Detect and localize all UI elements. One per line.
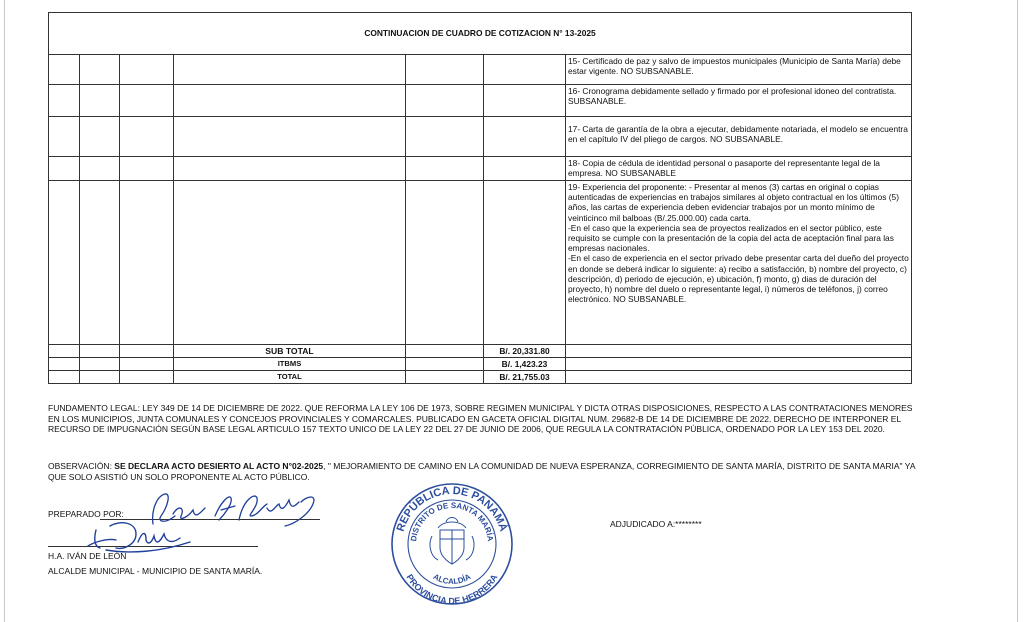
seal-bottom-outer-text: PROVINCIA DE HERRERA xyxy=(404,572,500,607)
observation-bold: SE DECLARA ACTO DESIERTO AL ACTO N°02-2025 xyxy=(114,461,324,471)
quotation-table xyxy=(48,12,912,384)
coat-of-arms-icon xyxy=(430,518,474,565)
table-row xyxy=(49,117,912,157)
page-edge-left xyxy=(4,0,5,622)
table-row xyxy=(49,55,912,85)
total-value: B/. 21,755.03 xyxy=(484,371,566,384)
page-edge-right xyxy=(1017,0,1018,622)
awarded-to-text: ADJUDICADO A:******** xyxy=(610,519,702,529)
requirement-18: 18- Copia de cédula de identidad personal o pasaporte del representante legal de la empresa. NO SUBSANABLE xyxy=(566,157,912,181)
legal-basis-text: FUNDAMENTO LEGAL: LEY 349 DE 14 DE DICIEMBRE DE 2022. QUE REFORMA LA LEY 106 DE 1973, SOBRE REGIMEN MUNICIPAL Y DICTA OTRAS DISPOSICIONES, RESPECTO A LAS CONTRATACIONES MENORES EN LOS MUNICIPIOS, JUNTA COMUNALES Y CONCEJOS PROVINCIALES Y COMARCALES. PUBLICADO EN GACETA OFICIAL DIGITAL NUM. 29682-B DE 14 DE DICIEMBRE DE 2022. DERECHO DE INTERPONER EL RECURSO DE IMPUGNACIÓN SEGÚN BASE LEGAL ARTICULO 157 TEXTO UNICO DE LA LEY 22 DEL 27 DE JUNIO DE 2006, QUE REGULA LA CONTRATACIÓN PÚBLICA, ORDENADO POR LA LEY 153 DEL 2020. xyxy=(48,403,913,435)
table-row xyxy=(49,85,912,117)
observation-rest: , " MEJORAMIENTO DE CAMINO EN LA COMUNIDAD DE NUEVA ESPERANZA, CORREGIMIENTO DE SANTA MARÍA, DISTRITO DE SANTA MARIA" YA QUE SOLO ASISTIÓ UN SOLO PROPONENTE AL ACTO PÚBLICO. xyxy=(48,461,916,482)
signatory-role: ALCALDE MUNICIPAL - MUNICIPIO DE SANTA MARÍA. xyxy=(48,566,263,576)
signatory-name: H.A. IVÁN DE LEÓN xyxy=(48,551,127,561)
seal-inner-text: DISTRITO DE SANTA MARÍA xyxy=(409,500,495,542)
table-title: CONTINUACION DE CUADRO DE COTIZACION N° 13-2025 xyxy=(49,13,912,55)
table-row xyxy=(49,157,912,181)
itbms-row xyxy=(49,358,912,371)
subtotal-label: SUB TOTAL xyxy=(174,345,406,358)
itbms-label: ITBMS xyxy=(174,358,406,371)
subtotal-row xyxy=(49,345,912,358)
table-row xyxy=(49,181,912,345)
requirement-17: 17- Carta de garantía de la obra a ejecutar, debidamente notariada, el modelo se encuentra en el capítulo IV del pliego de cargos. NO SUBSANABLE. xyxy=(566,117,912,157)
requirement-16: 16- Cronograma debidamente sellado y firmado por el profesional idoneo del contratista. SUBSANABLE. xyxy=(566,85,912,117)
mayor-signature xyxy=(80,512,200,556)
municipal-seal xyxy=(382,478,522,608)
total-label: TOTAL xyxy=(174,371,406,384)
itbms-value: B/. 1,423.23 xyxy=(484,358,566,371)
seal-outer-text: REPÚBLICA DE PANAMÁ xyxy=(394,484,510,534)
total-row xyxy=(49,371,912,384)
subtotal-value: B/. 20,331.80 xyxy=(484,345,566,358)
prepared-by-label: PREPARADO POR: xyxy=(48,509,124,519)
requirement-15: 15- Certificado de paz y salvo de impuestos municipales (Municipio de Santa María) debe estar vigente. NO SUBSANABLE. xyxy=(566,55,912,85)
requirement-19: 19- Experiencia del proponente: - Presentar al menos (3) cartas en original o copias autenticadas de experiencias en trabajos similares al objeto contractual en los últimos (5) años, las cartas de experiencia deben evidenciar trabajos por un monto mínimo de veinticinco mil balboas (B/.25.000.00) cada carta. -En el caso que la experiencia sea de proyectos realizados en el sector público, este requisito se cumple con la presentación de la copia del acta de aceptación final para las empresas nacionales. -En el caso de experiencia en el sector privado debe presentar carta del dueño del proyecto en donde se deberá indicar lo siguiente: a) recibo a satisfacción, b) nombre del proyecto, c) descripción, d) periodo de ejecución, e) ubicación, f) monto, g) dias de duración del proyecto, h) nombre del duelo o representante legal, i) números de teléfonos, j) correo electrónico. NO SUBSANABLE. xyxy=(566,181,912,345)
seal-bottom-text: ALCALDÍA xyxy=(431,572,473,587)
observation-label: OBSERVACIÓN: xyxy=(48,461,115,471)
